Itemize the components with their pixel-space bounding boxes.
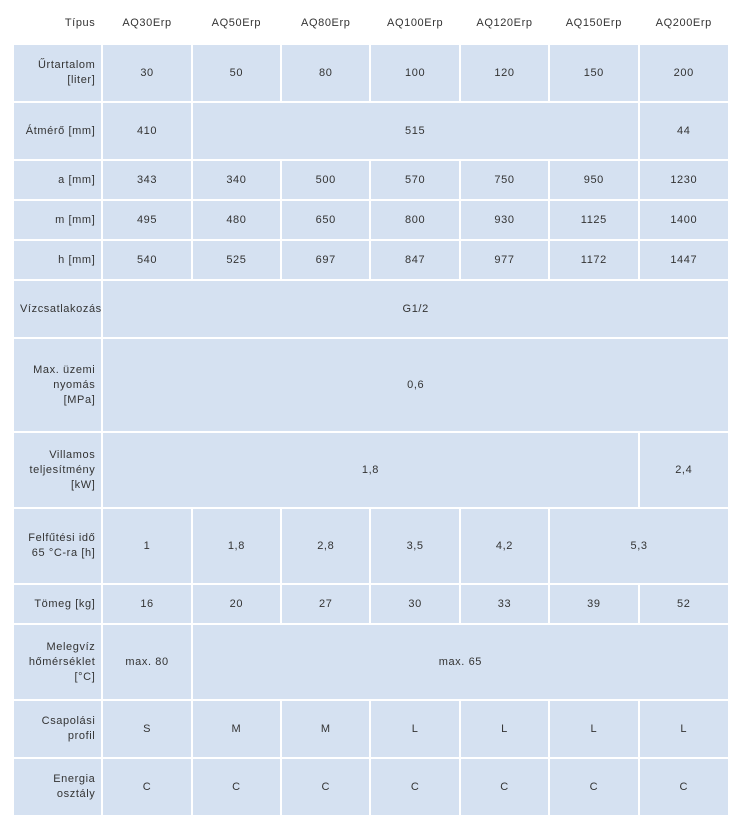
table-cell: 950	[550, 161, 637, 199]
table-cell: max. 80	[103, 625, 190, 699]
table-cell: max. 65	[193, 625, 728, 699]
model-header: AQ200Erp	[640, 4, 728, 43]
table-cell: 5,3	[550, 509, 728, 583]
table-cell: 750	[461, 161, 548, 199]
table-cell: 515	[193, 103, 638, 159]
row-label: Tömeg [kg]	[14, 585, 101, 623]
table-cell: 4,2	[461, 509, 548, 583]
table-cell: L	[550, 701, 637, 757]
table-cell: 977	[461, 241, 548, 279]
row-label: m [mm]	[14, 201, 101, 239]
table-row-power	[14, 433, 728, 507]
table-cell: L	[461, 701, 548, 757]
model-header: AQ50Erp	[193, 4, 280, 43]
table-row-m	[14, 201, 728, 239]
table-cell: S	[103, 701, 190, 757]
table-cell: 150	[550, 45, 637, 101]
table-cell: 120	[461, 45, 548, 101]
model-header: AQ100Erp	[371, 4, 458, 43]
table-cell: 3,5	[371, 509, 458, 583]
table-cell: 1	[103, 509, 190, 583]
model-header: AQ150Erp	[550, 4, 637, 43]
table-cell: 570	[371, 161, 458, 199]
table-row-a	[14, 161, 728, 199]
table-row-max-pressure	[14, 339, 728, 431]
table-cell: 410	[103, 103, 190, 159]
spec-table	[12, 2, 730, 817]
table-cell: 495	[103, 201, 190, 239]
table-cell: 1447	[640, 241, 728, 279]
table-row-volume	[14, 45, 728, 101]
table-cell: 30	[103, 45, 190, 101]
row-label: Átmérő [mm]	[14, 103, 101, 159]
table-cell: 1230	[640, 161, 728, 199]
table-row-max-temp	[14, 625, 728, 699]
table-cell: 0,6	[103, 339, 728, 431]
table-cell: 52	[640, 585, 728, 623]
table-row-h	[14, 241, 728, 279]
table-cell: 30	[371, 585, 458, 623]
table-cell: C	[550, 759, 637, 815]
header-row	[14, 4, 728, 43]
row-label: Villamos teljesítmény [kW]	[14, 433, 101, 507]
table-cell: 480	[193, 201, 280, 239]
row-label: h [mm]	[14, 241, 101, 279]
table-cell: 27	[282, 585, 369, 623]
table-cell: 343	[103, 161, 190, 199]
table-cell: 44	[640, 103, 728, 159]
table-cell: 650	[282, 201, 369, 239]
table-cell: 340	[193, 161, 280, 199]
table-cell: C	[282, 759, 369, 815]
table-cell: 540	[103, 241, 190, 279]
row-label: Energia osztály	[14, 759, 101, 815]
table-row-water-connection	[14, 281, 728, 337]
table-row-diameter	[14, 103, 728, 159]
table-cell: 847	[371, 241, 458, 279]
table-row-tapping-profile	[14, 701, 728, 757]
table-cell: 1172	[550, 241, 637, 279]
table-cell: C	[371, 759, 458, 815]
table-cell: 1400	[640, 201, 728, 239]
table-cell: 800	[371, 201, 458, 239]
row-label: Melegvíz hőmérséklet [°C]	[14, 625, 101, 699]
table-cell: C	[640, 759, 728, 815]
table-cell: G1/2	[103, 281, 728, 337]
table-cell: 2,8	[282, 509, 369, 583]
table-cell: M	[193, 701, 280, 757]
table-cell: 50	[193, 45, 280, 101]
table-row-heating-time	[14, 509, 728, 583]
table-row-weight	[14, 585, 728, 623]
header-label: Típus	[14, 4, 101, 43]
row-label: a [mm]	[14, 161, 101, 199]
table-cell: 1,8	[193, 509, 280, 583]
table-cell: 33	[461, 585, 548, 623]
row-label: Felfűtési idő 65 °C-ra [h]	[14, 509, 101, 583]
table-cell: 525	[193, 241, 280, 279]
table-cell: C	[103, 759, 190, 815]
table-cell: 80	[282, 45, 369, 101]
row-label: Max. üzemi nyomás [MPa]	[14, 339, 101, 431]
row-label: Űrtartalom [liter]	[14, 45, 101, 101]
table-cell: 16	[103, 585, 190, 623]
row-label: Vízcsatlakozás	[14, 281, 101, 337]
table-cell: 1125	[550, 201, 637, 239]
table-cell: L	[640, 701, 728, 757]
model-header: AQ30Erp	[103, 4, 190, 43]
row-label: Csapolási profil	[14, 701, 101, 757]
table-cell: 39	[550, 585, 637, 623]
table-cell: 20	[193, 585, 280, 623]
table-cell: 930	[461, 201, 548, 239]
table-row-energy-class	[14, 759, 728, 815]
table-cell: 200	[640, 45, 728, 101]
table-cell: C	[461, 759, 548, 815]
model-header: AQ120Erp	[461, 4, 548, 43]
table-cell: C	[193, 759, 280, 815]
table-cell: 500	[282, 161, 369, 199]
table-cell: 697	[282, 241, 369, 279]
table-cell: M	[282, 701, 369, 757]
table-cell: 100	[371, 45, 458, 101]
table-cell: 1,8	[103, 433, 637, 507]
model-header: AQ80Erp	[282, 4, 369, 43]
table-cell: 2,4	[640, 433, 728, 507]
table-cell: L	[371, 701, 458, 757]
